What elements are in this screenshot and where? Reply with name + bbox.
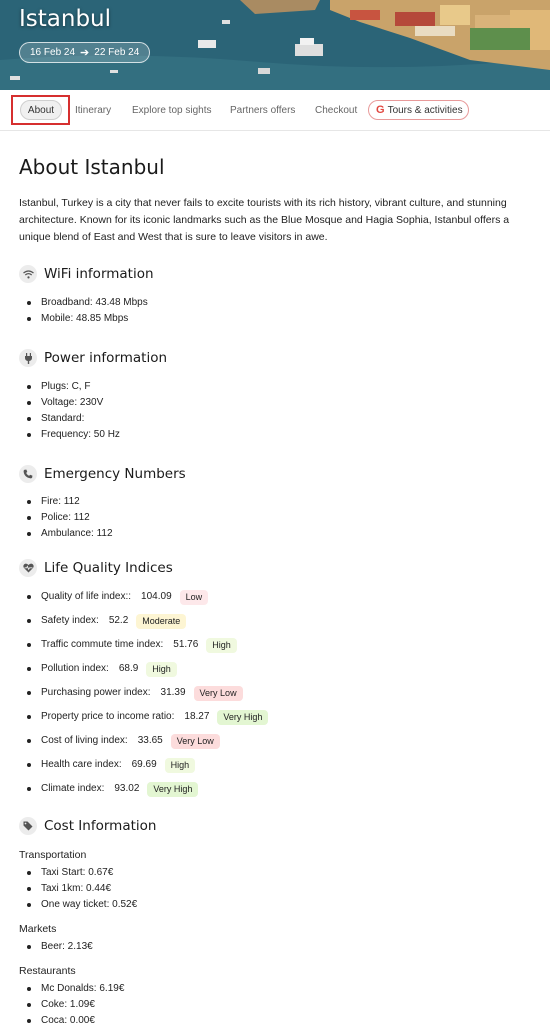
emergency-title: Emergency Numbers [44,466,186,482]
list-item: Ambulance: 112 [27,526,113,542]
quality-index-value: 51.76 [173,639,199,650]
quality-index-row [27,681,268,705]
list-item: Voltage: 230V [27,395,120,411]
cost-title: Cost Information [44,818,157,834]
quality-index-value: 93.02 [114,783,140,794]
list-item: Taxi 1km: 0.44€ [27,881,137,897]
emergency-section-header [19,465,186,483]
city-title: Istanbul [19,6,112,32]
cost-section-header [19,817,156,835]
quality-index-label: Property price to income ratio: [41,711,175,722]
quality-level-badge: Moderate [136,614,186,629]
list-item: Plugs: C, F [27,379,120,395]
list-item: Fire: 112 [27,494,113,510]
getyourguide-icon: G [376,104,385,116]
heartbeat-icon [19,559,37,577]
quality-level-badge: Very High [147,782,198,797]
quality-index-row [27,609,268,633]
power-list [27,379,120,443]
list-item: Beer: 2.13€ [27,939,93,955]
list-item: Broadband: 43.48 Mbps [27,295,148,311]
tab-tours-activities[interactable] [368,100,469,120]
quality-level-badge: High [206,638,237,653]
plug-icon [19,349,37,367]
quality-index-value: 52.2 [108,615,129,626]
wifi-title: WiFi information [44,266,154,282]
quality-level-badge: Very Low [194,686,243,701]
markets-subheading: Markets [19,923,57,935]
emergency-list [27,494,113,542]
phone-icon [19,465,37,483]
quality-index-row [27,633,268,657]
quality-index-value: 104.09 [141,591,172,602]
quality-index-row [27,777,268,801]
list-item: Mc Donalds: 6.19€ [27,981,124,997]
power-title: Power information [44,350,168,366]
quality-level-badge: Very Low [171,734,220,749]
trip-dates[interactable] [19,42,150,63]
list-item: Mobile: 48.85 Mbps [27,311,148,327]
transport-subheading: Transportation [19,849,87,861]
quality-index-value: 33.65 [137,735,163,746]
quality-index-value: 31.39 [160,687,186,698]
quality-index-label: Health care index: [41,759,122,770]
restaurants-subheading: Restaurants [19,965,76,977]
quality-index-label: Safety index: [41,615,99,626]
wifi-list [27,295,148,327]
tab-itinerary[interactable]: Itinerary [75,104,112,116]
tab-partners-offers[interactable]: Partners offers [230,104,296,116]
list-item: Taxi Start: 0.67€ [27,865,137,881]
list-item: Coca: 0.00€ [27,1013,124,1029]
hero-banner [0,0,550,90]
quality-index-row [27,585,268,609]
list-item: Standard: [27,411,120,427]
quality-level-badge: Very High [217,710,268,725]
quality-level-badge: High [165,758,196,773]
quality-index-label: Purchasing power index: [41,687,151,698]
quality-list [27,585,268,801]
intro-paragraph: Istanbul, Turkey is a city that never fails to excite tourists with its rich history, vibrant culture, and stunning architecture. Known for its iconic landmarks such as the Blue Mosque and Hagia Sophia, Istanbul offers a unique blend of East and West that is sure to leave visitors in awe. [19,197,510,243]
power-section-header [19,349,167,367]
quality-index-value: 68.9 [118,663,139,674]
quality-index-label: Climate index: [41,783,105,794]
quality-level-badge: Low [180,590,209,605]
quality-index-row [27,705,268,729]
date-start: 16 Feb 24 [30,47,76,58]
quality-index-label: Pollution index: [41,663,109,674]
wifi-section-header [19,265,154,283]
transport-list [27,865,137,913]
quality-index-label: Cost of living index: [41,735,128,746]
list-item: Coke: 1.09€ [27,997,124,1013]
quality-index-label: Quality of life index:: [41,591,132,602]
list-item: One way ticket: 0.52€ [27,897,137,913]
date-end: 22 Feb 24 [94,47,140,58]
quality-index-value: 18.27 [184,711,210,722]
markets-list [27,939,93,955]
quality-index-row [27,753,268,777]
nav-tabs [0,90,550,131]
list-item: Frequency: 50 Hz [27,427,120,443]
arrow-right-icon: ➔ [80,47,90,59]
page-title: About Istanbul [19,155,165,179]
tab-explore-top-sights[interactable]: Explore top sights [132,104,212,116]
wifi-icon [19,265,37,283]
tab-tours-label: Tours & activities [387,104,463,116]
quality-index-row [27,657,268,681]
quality-index-row [27,729,268,753]
quality-index-value: 69.69 [131,759,157,770]
list-item: Police: 112 [27,510,113,526]
quality-title: Life Quality Indices [44,560,173,576]
restaurants-list [27,981,124,1029]
tab-about[interactable]: About [20,100,62,120]
quality-section-header [19,559,173,577]
quality-level-badge: High [146,662,177,677]
tab-checkout[interactable]: Checkout [315,104,358,116]
quality-index-label: Traffic commute time index: [41,639,164,650]
tags-icon [19,817,37,835]
